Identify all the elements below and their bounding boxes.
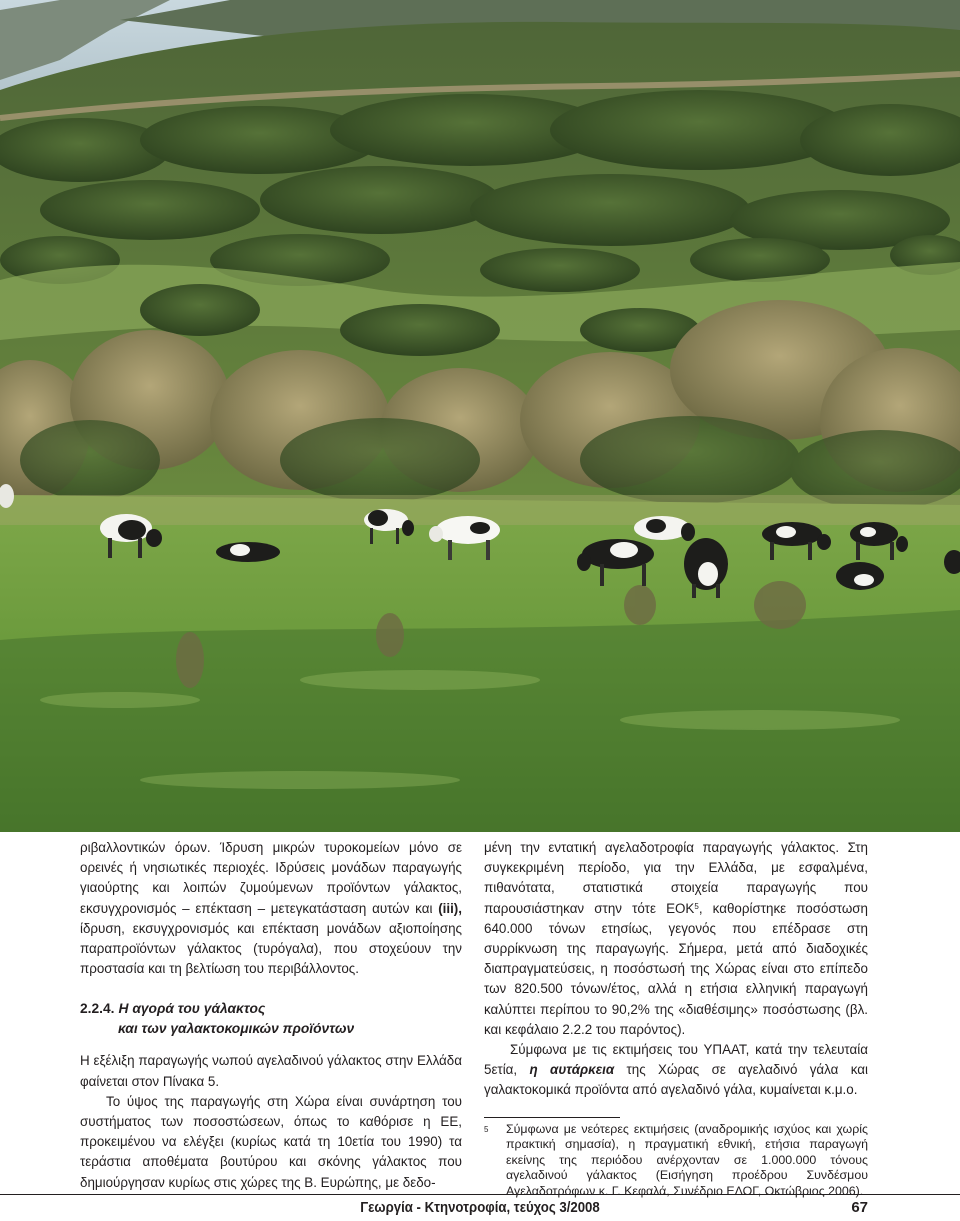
left-column bbox=[80, 838, 462, 1193]
body-paragraph: ριβαλλοντικών όρων. Ίδρυση μικρών τυροκομείων μόνο σε ορεινές ή νησιωτικές περιοχές. Ιδρύσεις μονάδων παραγωγής γιαούρτης και λοιπών ζυμούμενων προϊόντων γάλακτος, εκσυγχρονισμός – επέκταση – μετεγκατάσταση αυτών και (iii), ίδρυση, εκσυγχρονισμός και επέκταση μονάδων αξιοποίησης παραπροϊόντων γάλακτος (τυρόγαλα), που στοχεύουν την προστασία και τη βελτίωση του περιβάλλοντος. bbox=[80, 840, 462, 977]
footer-divider bbox=[0, 1194, 960, 1195]
emphasis-text: η αυτάρκεια bbox=[529, 1062, 615, 1078]
body-paragraph: μένη την εντατική αγελαδοτροφία παραγωγής γάλακτος. Στη συγκεκριμένη περίοδο, για την Ελλάδα, με εσφαλμένα, πιθανότατα, στατιστικά στοιχεία παραγωγής που παρουσιάστηκαν στην τότε ΕΟΚ$^5$, καθορίστηκε ποσόστωση 640.000 τόνων ετησίως, γεγονός που επέδρασε στη συρρίκνωση της παραγωγής. Σήμερα, μετά από διαδοχικές διαπραγματεύσεις, η ποσόστωσή της Χώρας είναι στο επίπεδο των 820.500 τόνων/έτος, αλλά η ετήσια ελληνική παραγωγή καλύπτει περίπου το 90,2% της «διαθέσιμης» ποσόστωσης (βλ. και κεφάλαιο 2.2.2 του παρόντος). bbox=[484, 840, 868, 1037]
footnote-mark: 5 bbox=[484, 1124, 489, 1134]
page-number: 67 bbox=[851, 1199, 868, 1216]
section-heading bbox=[80, 999, 462, 1039]
journal-footer-title: Γεωργία - Κτηνοτροφία, τεύχος 3/2008 bbox=[360, 1199, 600, 1216]
body-paragraph: Σύμφωνα με τις εκτιμήσεις του ΥΠΑΑΤ, κατά την τελευταία 5ετία, η αυτάρκεια της Χώρας σε αγελαδινό γάλα και γαλακτοκομικά προϊόντα από αγελαδινό γάλα, κυμαίνεται κ.μ.ο. bbox=[484, 1042, 869, 1098]
body-paragraph: Το ύψος της παραγωγής στη Χώρα είναι συνάρτηση του συστήματος των ποσοστώσεων, όπως το καθόρισε η ΕΕ, προκειμένου να ελέγξει (κυρίως κατά τη 10ετία του 1990) τα τεράστια αποθέματα βουτύρου και σκόνης γάλακτος που δημιούργησαν κυρίως στις χώρες της Β. Ευρώπης, με δεδο- bbox=[80, 1093, 462, 1190]
footnote-reference: 5 bbox=[694, 901, 699, 911]
footnote-text: Σύμφωνα με νεότερες εκτιμήσεις (αναδρομικής ισχύος και χωρίς πρακτική σημασία), η πραγματική εθνική, ετήσια παραγωγή εκείνης της περιόδου ανέρχονταν σε 1.000.000 τόνους αγελαδινού γάλακτος (Εισήγηση προέδρου Συνδέσμου Αγελαδοτρόφων κ. Γ. Κεφαλά, Συνέδριο ΕΛΟΓ, Οκτώβριος 2006). bbox=[506, 1121, 868, 1199]
bold-enumeration: (iii), bbox=[438, 900, 462, 916]
section-number: 2.2.4. bbox=[80, 1001, 115, 1017]
body-paragraph: Η εξέλιξη παραγωγής νωπού αγελαδινού γάλακτος στην Ελλάδα φαίνεται στον Πίνακα 5. bbox=[80, 1053, 462, 1089]
right-column bbox=[484, 838, 868, 1200]
footnote-divider bbox=[484, 1117, 620, 1118]
section-title-line1: Η αγορά του γάλακτος bbox=[118, 1001, 266, 1017]
footnote bbox=[484, 1122, 868, 1200]
section-title-line2: και των γαλακτοκομικών προϊόντων bbox=[118, 1021, 355, 1037]
